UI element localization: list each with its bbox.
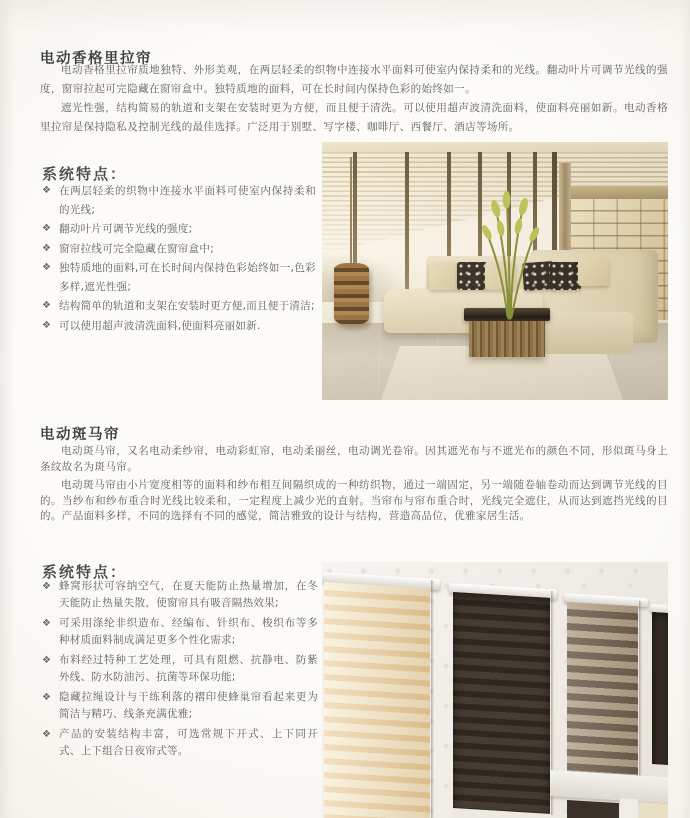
feature-text: 翻动叶片可调节光线的强度; (59, 223, 193, 235)
feature-item (42, 689, 318, 723)
diamond-bullet-icon: ❖ (42, 581, 52, 592)
shangrila-intro-paragraphs (40, 61, 668, 137)
frame-shadow-edge (639, 601, 642, 779)
diamond-bullet-icon: ❖ (42, 242, 52, 254)
feature-item (42, 182, 316, 219)
paragraph: 电动斑马帘，又名电动柔纱帘，电动彩虹帘，电动柔丽丝，电动调光卷帘。因其遮光布与不遮光布的颜色不同，形似斑马身上条纹故名为斑马帘。 (40, 445, 668, 473)
lower-frame-pillar (620, 798, 638, 818)
feature-text: 独特质地的面料,可在长时间内保持色彩始终如一,色彩多样,遮光性强; (59, 262, 316, 293)
paragraph: 电动香格里拉帘质地独特、外形美观，在两层轻柔的织物中连接水平面料可使室内保持柔和的光线。翻动叶片可调节光线的强度，窗帘拉起可完隐藏在窗帘盒中。独特质地的面料，可在长时间内保持色彩的始终如一。 (40, 64, 668, 95)
feature-item (42, 726, 318, 760)
features-heading-shangrila: 系统特点： (42, 165, 128, 184)
features-heading-zebra: 系统特点： (42, 563, 128, 582)
feature-text: 在两层轻柔的织物中连接水平面料可使室内保持柔和的光线; (59, 185, 316, 216)
zebra-intro-paragraphs (40, 444, 668, 528)
feature-item (42, 615, 318, 649)
diamond-bullet-icon: ❖ (42, 319, 52, 331)
diamond-bullet-icon: ❖ (42, 729, 52, 740)
feature-item (42, 317, 316, 336)
diamond-bullet-icon: ❖ (42, 692, 52, 703)
lower-window-dark (567, 800, 619, 818)
zebra-blind-dark-partial (652, 612, 668, 765)
zebra-blind-cream (324, 582, 430, 818)
frame-shadow-edge (431, 580, 434, 818)
feature-item (42, 220, 316, 239)
feature-text: 结构简单的轨道和支架在安装时更方便,而且便于清洁; (59, 300, 315, 312)
zebra-blinds-photo (322, 562, 668, 818)
diamond-bullet-icon: ❖ (42, 223, 52, 234)
feature-item (42, 297, 316, 316)
feature-text: 布料经过特种工艺处理，可具有阻燃、抗静电、防紫外线、防水防油污、抗菌等环保功能; (59, 654, 318, 683)
zebra-blind-dark-brown (453, 592, 550, 816)
feature-item (42, 652, 318, 686)
paragraph: 电动斑马帘由小片宽度相等的面料和纱布相互间隔织成的一种纺织物，通过一端固定，另一端随卷轴卷动而达到调节光线的目的。当纱布和纱布重合时光线比较柔和，一定程度上减少光的直射。当帘布与帘布重合时，光线完全遮住，从而达到遮挡光线的目的。产品面料多样，不同的选择有不同的感觉，简洁雅致的设计与结构，营造高品位，优雅家居生活。 (40, 479, 668, 522)
feature-item (42, 259, 316, 296)
feature-item (42, 240, 316, 259)
diamond-bullet-icon: ❖ (42, 300, 52, 311)
feature-text: 可以使用超声波清洗面料,使面料亮丽如新. (59, 319, 261, 332)
section-title-zebra: 电动斑马帘 (40, 426, 120, 443)
paragraph: 遮光性强，结构简易的轨道和支架在安装时更为方便，而且便于清洗。可以使用超声波清洗面料，使面料亮丽如新。电动香格里拉帘是保持隐私及控制光线的最佳选择。广泛用于别墅、写字楼、咖啡厅、西餐厅、酒店等场所。 (40, 102, 668, 133)
feature-text: 蜂窝形状可容纳空气，在夏天能防止热量增加，在冬天能防止热量失散，使窗帘具有吸音隔热效果; (59, 580, 318, 609)
shangrila-blinds-photo (322, 142, 668, 400)
diamond-bullet-icon: ❖ (42, 185, 52, 196)
features-list-zebra (42, 578, 318, 763)
feature-text: 窗帘拉线可完全隐藏在窗帘盒中; (59, 242, 215, 255)
warm-tone-overlay (322, 142, 668, 400)
diamond-bullet-icon: ❖ (42, 655, 52, 666)
section-title-shangrila: 电动香格里拉帘 (40, 50, 152, 67)
diamond-bullet-icon: ❖ (42, 618, 52, 629)
zebra-blind-taupe (567, 602, 638, 778)
feature-text: 隐藏拉绳设计与干练利落的褶印使蜂巢帘看起来更为简洁与精巧、线条充满优雅; (59, 691, 318, 720)
feature-text: 产品的安装结构丰富，可选常规下开式、上下同开式、上下组合日夜帘式等。 (59, 728, 318, 757)
diamond-bullet-icon: ❖ (42, 262, 52, 273)
feature-text: 可采用涤纶非织造布、经编布、针织布、梭织布等多种材质面料制成满足更多个性化需求; (59, 617, 318, 646)
feature-item (42, 578, 318, 612)
features-list-shangrila (42, 182, 316, 336)
lower-window-beige (639, 802, 668, 818)
